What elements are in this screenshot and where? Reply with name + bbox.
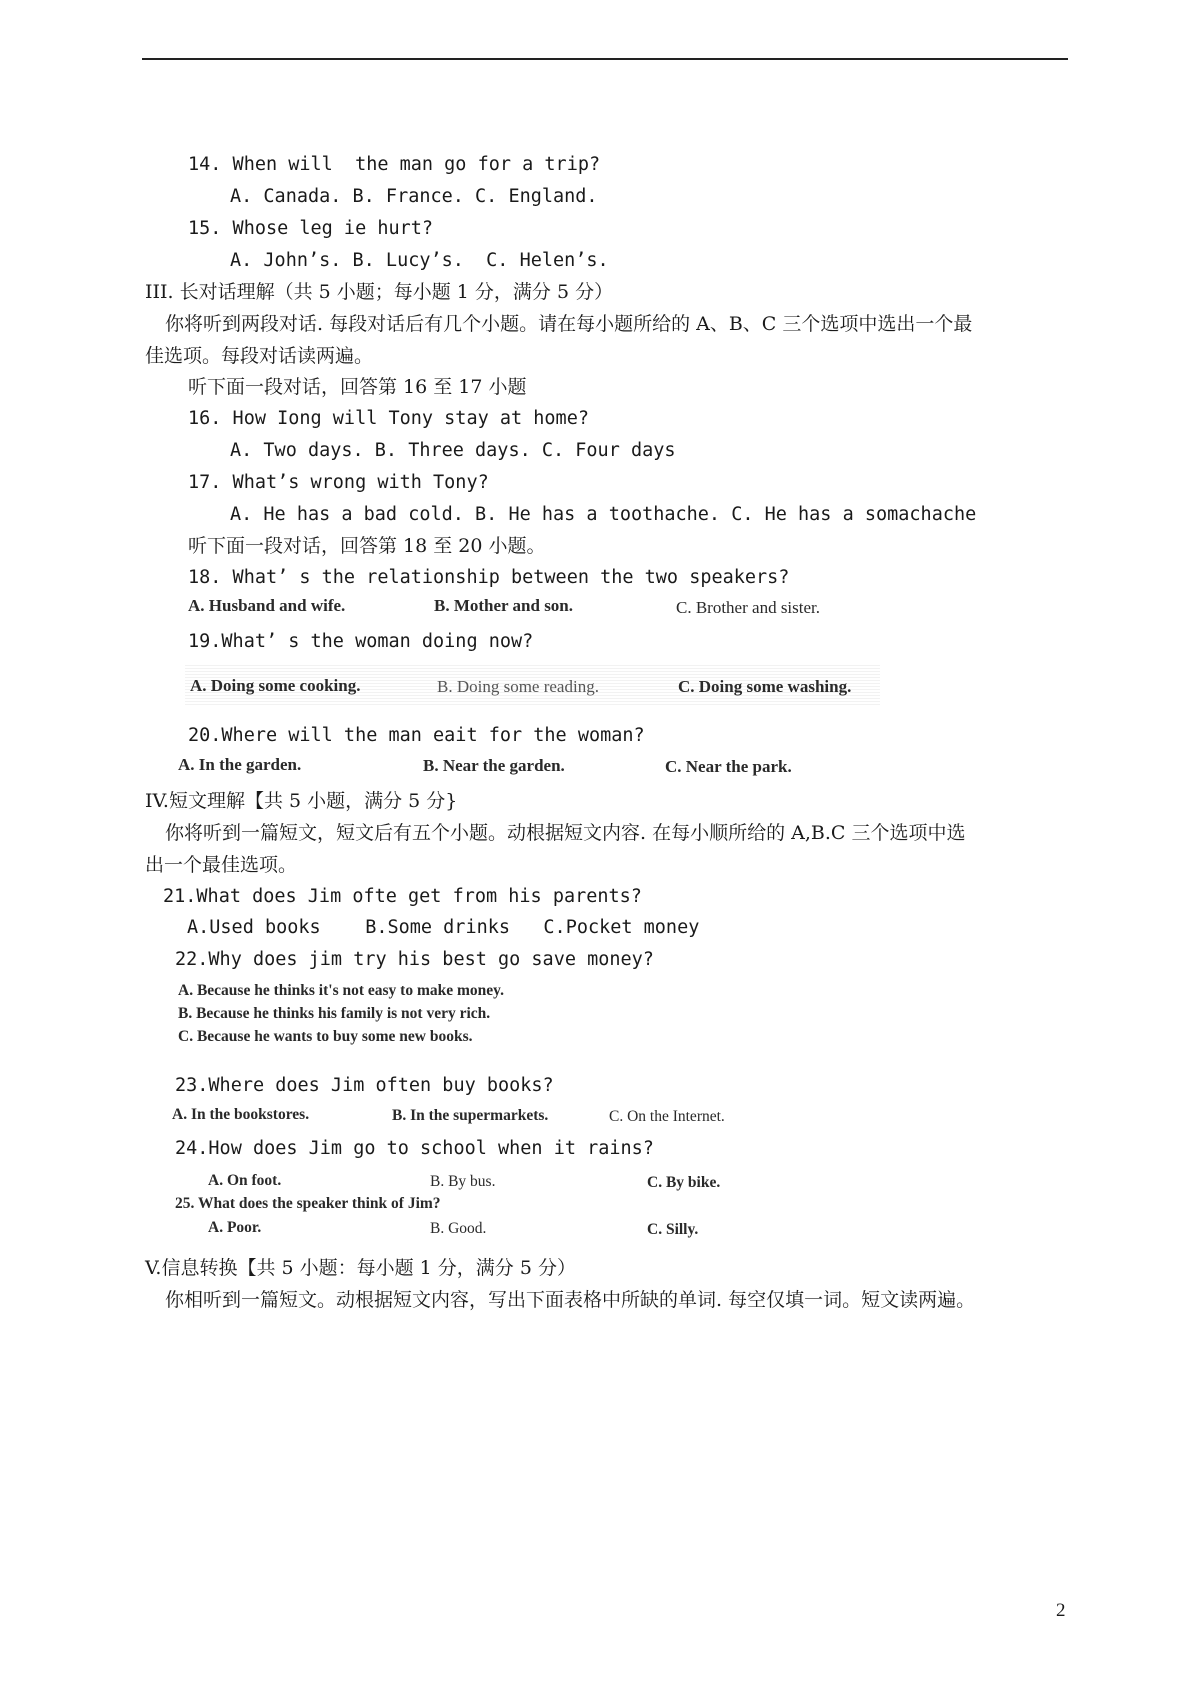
question-24-stem: 24.How does Jim go to school when it rains?	[175, 1138, 654, 1159]
question-16-options: A. Two days. B. Three days. C. Four days	[230, 440, 676, 461]
question-22-option-b: B. Because he thinks his family is not very rich.	[178, 1005, 491, 1022]
question-14-options: A. Canada. B. France. C. England.	[230, 186, 598, 207]
question-20-option-b: B. Near the garden.	[423, 756, 565, 775]
section-5-heading: V.信息转换【共 5 小题：每小题 1 分，满分 5 分）	[145, 1257, 576, 1279]
question-22-option-c: C. Because he wants to buy some new books.	[178, 1028, 473, 1045]
question-17-options: A. He has a bad cold. B. He has a toothache. C. He has a somachache	[230, 504, 977, 525]
question-14-stem: 14. When will the man go for a trip?	[188, 154, 601, 175]
header-rule	[142, 58, 1068, 60]
section-4-instruction-line-1: 你将听到一篇短文，短文后有五个小题。动根据短文内容. 在每小顺所给的 A,B.C 三个选项中选	[165, 822, 966, 844]
question-21-stem: 21.What does Jim ofte get from his parents?	[163, 886, 642, 907]
question-21-options: A.Used books B.Some drinks C.Pocket money	[187, 917, 700, 938]
question-20-stem: 20.Where will the man eait for the woman?	[188, 725, 645, 746]
dialog-2-prompt: 听下面一段对话，回答第 18 至 20 小题。	[188, 535, 546, 557]
question-23-stem: 23.Where does Jim often buy books?	[175, 1075, 554, 1096]
question-18-option-c: C. Brother and sister.	[676, 598, 821, 617]
question-25-option-c: C. Silly.	[647, 1221, 699, 1238]
question-23-option-b: B. In the supermarkets.	[392, 1107, 549, 1124]
question-15-options: A. John’s. B. Lucy’s. C. Helen’s.	[230, 250, 609, 271]
question-25-option-b: B. Good.	[430, 1220, 487, 1237]
question-23-option-c: C. On the Internet.	[609, 1108, 725, 1125]
question-15-stem: 15. Whose leg ie hurt?	[188, 218, 434, 239]
question-23-option-a: A. In the bookstores.	[172, 1106, 310, 1123]
section-3-instruction-line-2: 佳选项。每段对话读两遍。	[145, 345, 374, 367]
section-3-instruction-line-1: 你将听到两段对话. 每段对话后有几个小题。请在每小题所给的 A、B、C 三个选项中选出一个最	[165, 313, 973, 335]
question-24-option-c: C. By bike.	[647, 1174, 721, 1191]
question-22-stem: 22.Why does jim try his best go save money?	[175, 949, 654, 970]
question-25-option-a: A. Poor.	[208, 1219, 262, 1236]
question-24-option-a: A. On foot.	[208, 1172, 282, 1189]
question-20-option-a: A. In the garden.	[178, 755, 302, 774]
question-25-stem: 25. What does the speaker think of Jim?	[175, 1195, 441, 1212]
page-number: 2	[1056, 1600, 1066, 1621]
question-19-stem: 19.What’ s the woman doing now?	[188, 631, 534, 652]
dialog-1-prompt: 听下面一段对话，回答第 16 至 17 小题	[188, 376, 527, 398]
question-19-option-b: B. Doing some reading.	[437, 677, 599, 696]
question-19-option-a: A. Doing some cooking.	[190, 676, 361, 695]
section-5-instruction: 你相听到一篇短文。动根据短文内容，写出下面表格中所缺的单词. 每空仅填一词。短文读两遍。	[165, 1289, 976, 1311]
question-24-option-b: B. By bus.	[430, 1173, 496, 1190]
question-18-option-b: B. Mother and son.	[434, 596, 574, 615]
question-19-option-c: C. Doing some washing.	[678, 677, 852, 696]
section-3-heading: III. 长对话理解（共 5 小题；每小题 1 分，满分 5 分）	[145, 281, 614, 303]
question-22-option-a: A. Because he thinks it's not easy to make money.	[178, 982, 504, 999]
question-18-stem: 18. What’ s the relationship between the two speakers?	[188, 567, 790, 588]
question-18-option-a: A. Husband and wife.	[188, 596, 346, 615]
section-4-heading: IV.短文理解【共 5 小题，满分 5 分}	[145, 790, 458, 812]
section-4-instruction-line-2: 出一个最佳选项。	[145, 854, 298, 876]
question-20-option-c: C. Near the park.	[665, 757, 792, 776]
question-16-stem: 16. How Iong will Tony stay at home?	[188, 408, 589, 429]
question-17-stem: 17. What’s wrong with Tony?	[188, 472, 489, 493]
